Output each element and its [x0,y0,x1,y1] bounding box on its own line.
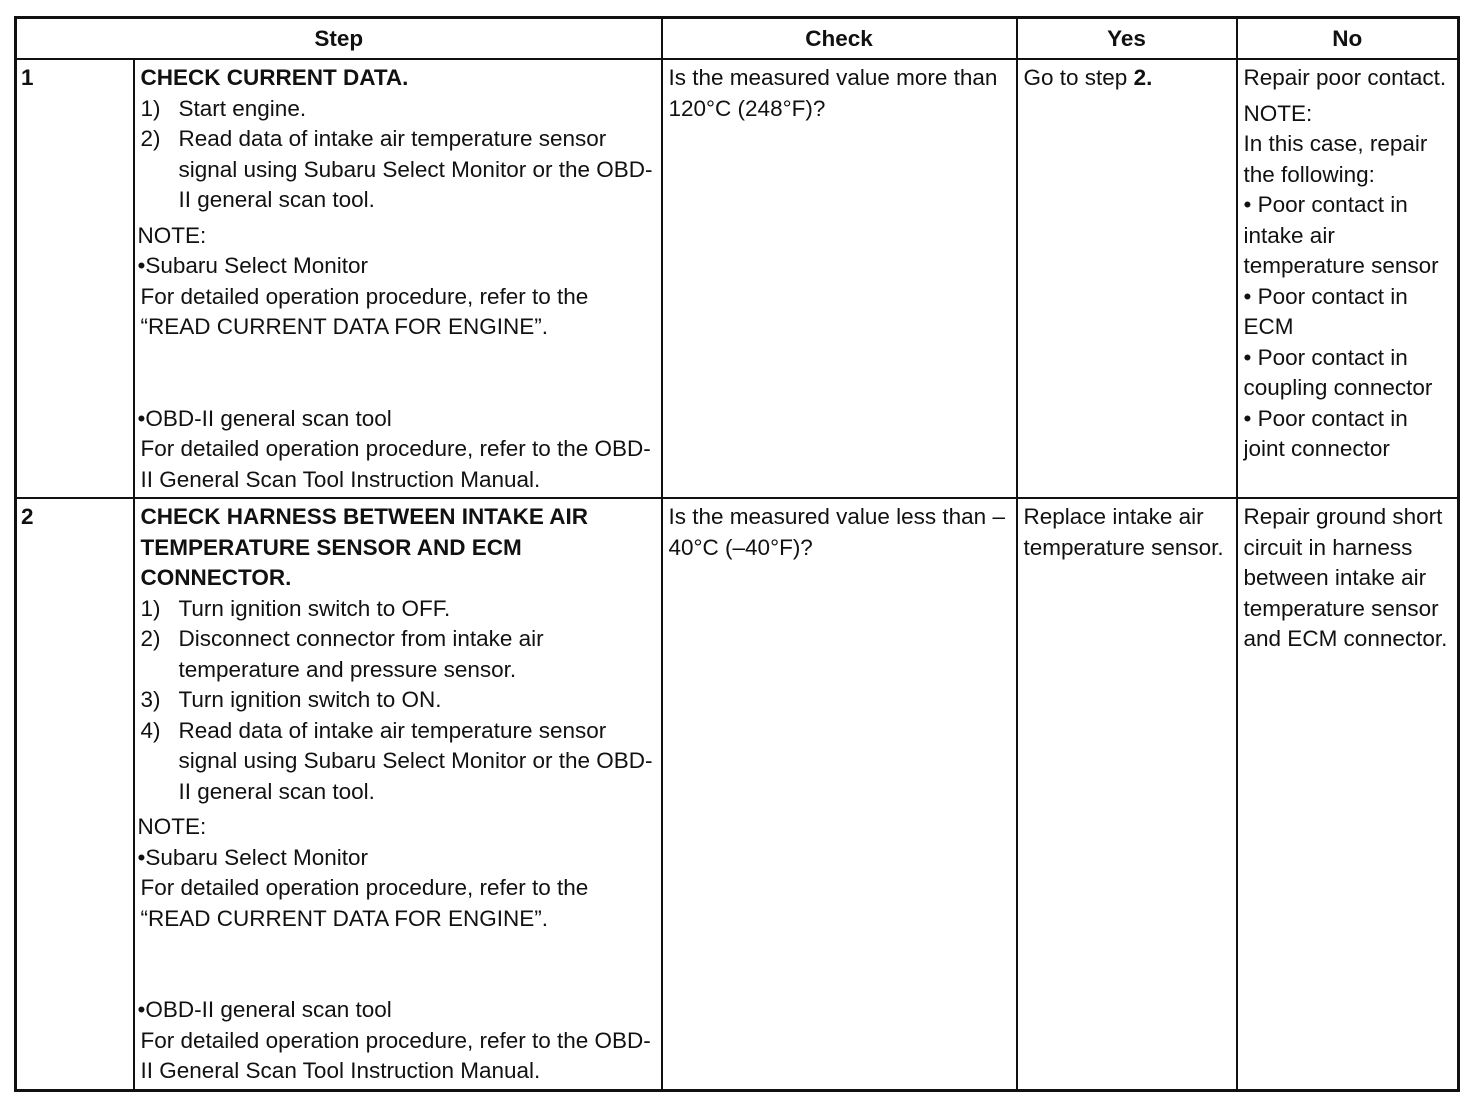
list-item [141,124,655,216]
header-no: No [1237,18,1459,60]
step-title: CHECK HARNESS BETWEEN INTAKE AIR TEMPERATURE SENSOR AND ECM CONNECTOR. [140,504,589,590]
list-item: • Poor contact in intake air temperature sensor [1243,192,1439,278]
item-number: 2) [140,126,161,151]
note-heading: •Subaru Select Monitor [137,844,368,870]
note-intro: In this case, repair the following: [1243,131,1428,187]
header-check: Check [662,18,1017,60]
note-heading: •Subaru Select Monitor [137,253,368,278]
yes-cell [1017,59,1237,498]
item-number: 4) [140,717,161,743]
header-step: Step [16,18,662,60]
item-text: Turn ignition switch to OFF. [178,595,451,621]
header-yes: Yes [1017,18,1237,60]
item-number: 1) [140,95,161,121]
note-label: NOTE: [1243,100,1313,126]
note-block [138,812,655,1087]
step-number: 2 [16,498,134,1090]
list-item: • Poor contact in coupling connector [1243,344,1433,400]
yes-step-ref: 2. [1133,65,1153,90]
step-description [134,498,662,1090]
note-body: For detailed operation procedure, refer to the OBD-II General Scan Tool Instruction Manual. [140,436,651,492]
list-item [141,716,655,808]
check-cell: Is the measured value more than 120°C (248°F)? [662,59,1017,498]
list-item: • Poor contact in ECM [1243,283,1408,339]
note-heading: •OBD-II general scan tool [137,405,392,431]
note-label: NOTE: [137,814,207,839]
note-label: NOTE: [137,222,207,248]
item-number: 1) [140,595,161,621]
item-number: 2) [140,626,161,651]
item-number: 3) [140,687,161,712]
no-cell: Repair ground short circuit in harness between intake air temperature sensor and ECM connector. [1237,498,1459,1090]
step-description [134,59,662,498]
list-item [141,94,655,125]
item-text: Turn ignition switch to ON. [178,687,442,712]
note-body: For detailed operation procedure, refer to the “READ CURRENT DATA FOR ENGINE”. [140,875,589,931]
header-row [16,18,1459,60]
step-list [141,594,655,808]
item-text: Read data of intake air temperature sensor signal using Subaru Select Monitor or the OBD-II general scan tool. [178,717,653,804]
step-number: 1 [16,59,134,498]
table-row [16,59,1459,498]
no-text: Repair poor contact. [1243,65,1447,90]
list-item [141,624,655,685]
step-title: CHECK CURRENT DATA. [140,65,409,90]
check-cell: Is the measured value less than –40°C (–40°F)? [662,498,1017,1090]
note-body: For detailed operation procedure, refer to the OBD-II General Scan Tool Instruction Manual. [140,1027,651,1083]
note-body: For detailed operation procedure, refer to the “READ CURRENT DATA FOR ENGINE”. [140,283,589,339]
list-item: • Poor contact in joint connector [1243,405,1408,461]
table-row [16,498,1459,1090]
step-list [141,94,655,216]
item-text: Disconnect connector from intake air temperature and pressure sensor. [178,626,544,682]
note-heading: •OBD-II general scan tool [137,997,392,1022]
diagnostic-table [14,16,1460,1092]
list-item [141,594,655,625]
yes-text: Go to step [1023,65,1134,90]
item-text: Read data of intake air temperature sensor signal using Subaru Select Monitor or the OBD-II general scan tool. [178,126,653,212]
yes-cell: Replace intake air temperature sensor. [1017,498,1237,1090]
no-cell [1237,59,1459,498]
note-block [138,221,655,496]
item-text: Start engine. [178,95,307,121]
list-item [141,685,655,716]
